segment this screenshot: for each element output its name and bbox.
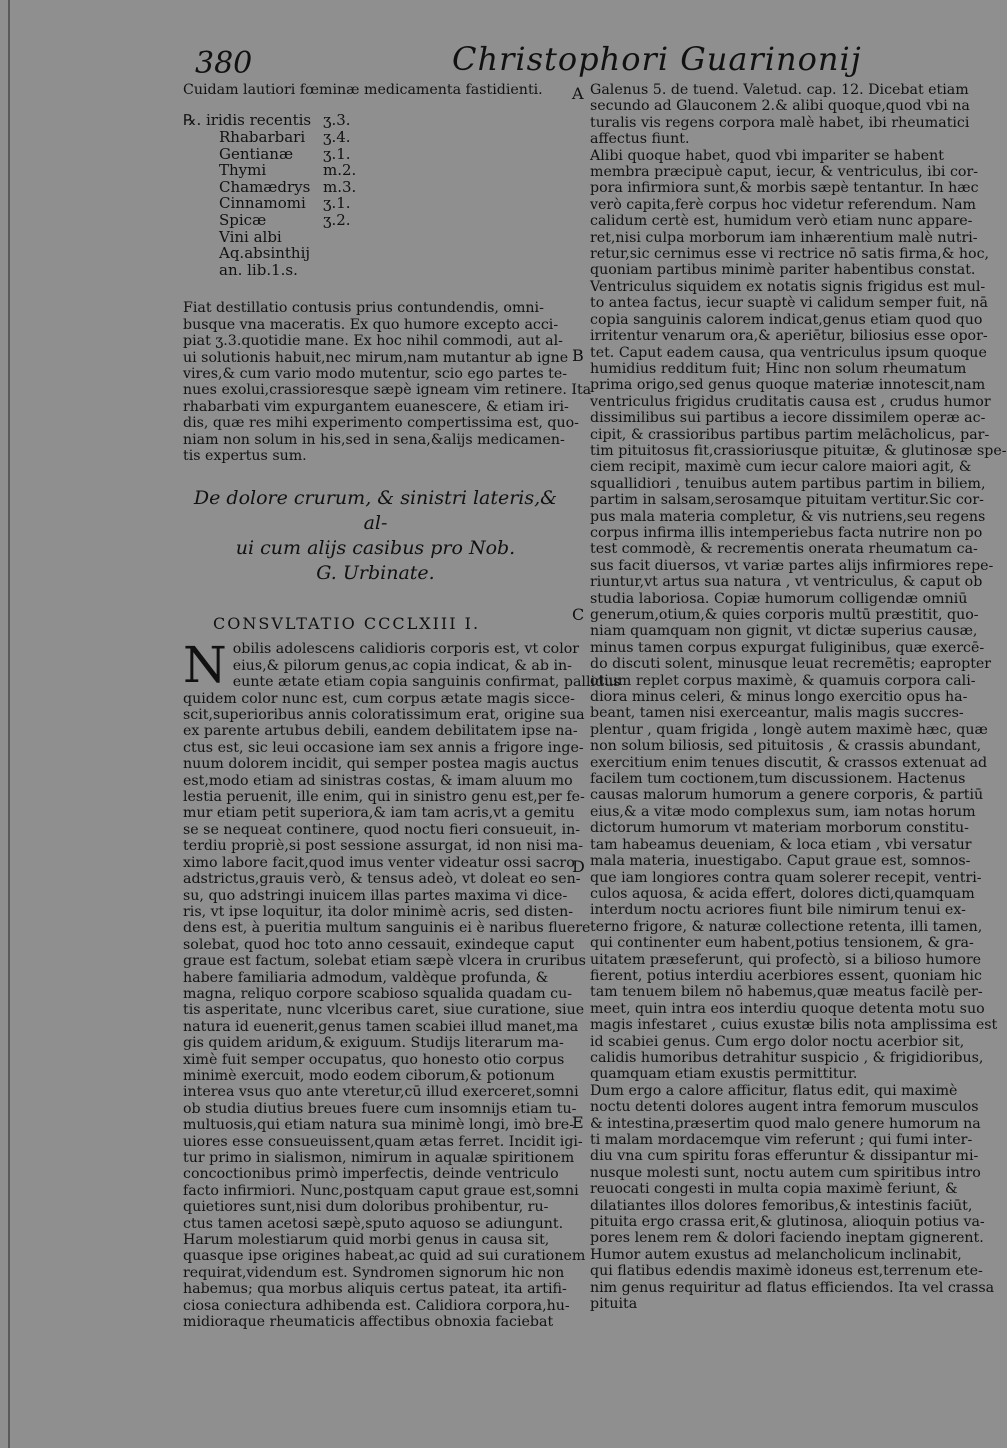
text-line: terdiu propriè,si post sessione assurgat, id non nisi ma- [183,838,584,855]
text-line: midioraque rheumaticis affectibus obnoxia faciebat [183,1314,554,1331]
text-line: nusque molesti sunt, noctu autem cum spiritibus intro [590,1164,981,1181]
text-line: causas malorum humorum a genere corporis, & partiū [590,787,984,804]
text-line: beant, tamen nisi exerceantur, malis magis succres- [590,705,964,722]
text-line: id scabiei genus. Cum ergo dolor noctu acerbior sit, [590,1033,965,1050]
drop-cap: N [183,636,227,695]
text-line: minus tamen corpus expurgat fuliginibus, quæ exercē- [590,639,985,656]
text-line: rhabarbati vim expurgantem euanescere, & etiam iri- [183,398,569,415]
text-line: eius,& a vitæ modo complexus sum, iam notas horum [590,803,976,820]
text-line: qui continenter eum habent,potius tensionem, & gra- [590,935,974,952]
text-line: prima origo,sed genus quoque materiæ innotescit,nam [590,377,986,394]
ingredient-quantity: m.2. [323,161,357,180]
recipe-paragraph [183,300,592,464]
text-line: tis expertus sum. [183,448,307,464]
ingredient-name: Gentianæ [219,144,294,163]
text-line: lestia peruenit, ille enim, qui in sinistro genu est,per fe- [183,789,585,806]
text-line: ximè fuit semper occupatus, quo honesto otio corpus [183,1051,565,1068]
text-line: copia sanguinis calorem indicat,genus etiam quod quo [590,311,983,328]
text-line: mala materia, inuestigabo. Caput graue est, somnos- [590,853,971,870]
text-line: ventriculus frigidus cruditatis causa est , crudus humor [590,393,991,410]
ingredient-name: Chamædrys [219,177,311,196]
text-line: otium replet corpus maximè, & quamuis corpora cali- [590,672,976,689]
text-line: retur,sic cernimus esse vi rectrice nō satis firma,& hoc, [590,246,990,263]
ingredient-name: Thymi [219,161,267,180]
heading-line: ui cum alijs casibus pro Nob. [235,537,516,560]
text-line: tam tenuem bilem nō habemus,quæ meatus facilè per- [590,984,983,1001]
text-line: dilatiantes illos dolores femoribus,& intestinis faciūt, [590,1197,973,1214]
text-line: corpus infirma illis intemperiebus facta nutrire non po [590,524,983,541]
recipe-intro: Cuidam lautiori fœminæ medicamenta fastidienti. [183,82,543,98]
text-line: sus facit diuersos, vt variæ partes alijs infirmiores repe- [590,557,994,574]
text-line: quidem color nunc est, cum corpus ætate magis sicce- [183,690,575,707]
text-line: meet, quin intra eos interdiu quoque detenta motu suo [590,1000,985,1017]
text-line: busque vna maceratis. Ex quo humore excepto acci- [183,316,559,333]
text-line: nues exolui,crassioresque sæpè igneam vim retinere. Ita [183,382,592,399]
text-line: eunte ætate etiam copia sanguinis confirmat, pallidus [232,674,621,691]
ingredient-quantity [323,245,443,278]
text-line: ciosa coniectura adhibenda est. Calidiora corpora,hu- [183,1297,570,1314]
margin-letter-d: D [572,857,585,876]
text-line: habere familiaria admodum, valdèque profunda, & [183,969,549,986]
text-line: studia laboriosa. Copiæ humorum colligendæ omniū [590,590,968,607]
text-line: quietiores sunt,nisi dum doloribus prohibentur, ru- [183,1199,549,1216]
text-line: se se nequeat continere, quod noctu fieri consueuit, in- [183,821,581,838]
text-line: habemus; qua morbus aliquis certus pateat, ita artifi- [183,1281,567,1298]
section-heading [183,486,568,586]
text-line: nim genus requiritur ad flatus efficiendos. Ita vel crassa [590,1279,995,1296]
recipe-item [183,146,568,163]
page-number: 380 [195,46,253,81]
text-line: dissimilibus sui partibus a iecore dissimilem operæ ac- [590,410,986,427]
text-line: Humor autem exustus ad melancholicum inclinabit, [590,1246,962,1263]
text-line: adstrictus,grauis verò, & tensus adeò, vt doleat eo sen- [183,871,581,888]
recipe-list [183,112,568,278]
text-line: diu vna cum spiritu foras efferuntur & dissipantur mi- [590,1148,979,1165]
text-line: squallidiori , tenuibus autem partibus partim in biliem, [590,475,986,492]
recipe-item [183,245,568,278]
text-line: Harum molestiarum quid morbi genus in causa sit, [183,1232,550,1249]
text-line: diora minus celeri, & minus longo exercitio opus ha- [590,689,968,706]
text-line: membra præcipuè caput, iecur, & ventriculus, ibi cor- [590,164,979,181]
margin-letter-e: E [572,1113,584,1132]
text-line: affectus fiunt. [590,131,690,148]
margin-letter-c: C [572,605,585,624]
text-line: quoniam partibus minimè pariter habentibus constat. [590,262,976,279]
text-line: interea vsus quo ante vteretur,cū illud exerceret,somni [183,1084,579,1101]
text-line: noctu detenti dolores augent intra femorum musculos [590,1099,979,1116]
text-line: Fiat destillatio contusis prius contundendis, omni- [183,300,544,317]
text-line: uiores esse consueuissent,quam ætas ferret. Incidit igi- [183,1133,583,1150]
text-line: exercitium enim tenues discutit, & crassos extenuat ad [590,754,988,771]
text-line: non solum biliosis, sed pituitosis , & crassis abundant, [590,738,982,755]
text-line: ti malam mordacemque vim referunt ; qui fumi inter- [590,1132,973,1148]
text-line: solebat, quod hoc toto anno cessauit, exindeque caput [183,936,575,953]
ingredient-quantity: m.3. [323,177,357,196]
text-line: test commodè, & recrementis onerata rheumatum ca- [590,541,978,558]
ingredient-name: Aq.absinthij an. lib.1.s. [219,244,311,279]
text-line: su, quo adstringi inuicem illas partes maxima vi dice- [183,887,568,904]
right-column [590,82,1007,1313]
text-line: dis, quæ res mihi experimento compertissima est, quo- [183,415,579,432]
ingredient-quantity: ʒ.2. [323,210,351,229]
text-line: turalis vis regens corpora malè habet, ibi rheumatici [590,114,970,131]
text-line: terno frigore, & naturæ collectione retenta, illi tamen, [590,918,983,935]
text-line: niam non solum in his,sed in sena,&alijs medicamen- [183,431,565,448]
text-line: vires,& cum vario modo mutentur, scio ego partes te- [183,365,568,382]
heading-line: De dolore crurum, & sinistri lateris,& al- [193,487,558,535]
text-line: fierent, potius interdiu acerbiores essent, quoniam hic [590,967,982,984]
heading-line: G. Urbinate. [316,562,435,585]
text-line: minimè exercuit, modo eodem ciborum,& potionum [183,1067,555,1084]
recipe-item [183,212,568,229]
text-line: do discuti solent, minusque leuat recremētis; eapropter [590,656,992,673]
text-line: pora infirmiora sunt,& morbis sæpè tentantur. In hæc [590,180,979,197]
text-line: est,modo etiam ad sinistras costas, & imam aluum mo [183,772,573,789]
text-line: concoctionibus primò imperfectis, deinde ventriculo [183,1166,559,1183]
text-line: ui solutionis habuit,nec mirum,nam mutantur ab igne [183,349,569,366]
text-line: pores lenem rem & dolori faciendo ineptam gignerent. [590,1230,984,1247]
text-line: graue est factum, solebat etiam sæpè vlcera in cruribus [183,953,586,970]
text-line: pus mala materia completur, & vis nutriens,seu regens [590,508,986,525]
text-line: calidum certè est, humidum verò etiam nunc appare- [590,213,973,230]
text-line: to antea factus, iecur suaptè vi calidum semper fuit, nā [590,295,988,312]
text-line: multuosis,qui etiam natura sua minimè longi, imò bre- [183,1117,574,1134]
text-line: dens est, à pueritia multum sanguinis ei è naribus fluere [183,920,591,937]
text-line: riuntur,vt artus sua natura , vt ventriculus, & caput ob [590,574,983,591]
text-line: scit,superioribus annis coloratissimum erat, origine sua [183,707,585,724]
ingredient-quantity: ʒ.4. [323,128,351,146]
text-line: calidis humoribus detrahitur suspicio , & frigidioribus, [590,1049,984,1066]
ingredient-name: Vini albi [219,227,282,246]
text-line: culos aquosa, & acida effert, dolores dicti,quamquam [590,885,975,902]
text-line: secundo ad Glauconem 2.& alibi quoque,quod vbi na [590,98,970,115]
text-line: Dum ergo a calore afficitur, flatus edit, qui maximè [590,1082,958,1099]
text-line: partim in salsam,serosamque pituitam vertitur.Sic cor- [590,492,984,509]
text-line: magna, reliquo corpore scabioso squalida quadam cu- [183,985,573,1002]
ingredient-name: Spicæ [219,210,267,229]
running-head: Christophori Guarinonij [452,40,862,78]
text-line: tam habeamus deueniam, & loca etiam , vbi versatur [590,836,972,853]
recipe-item [183,195,568,212]
ingredient-quantity [323,229,443,246]
text-line: verò capita,ferè corpus hoc videtur referendum. Nam [590,196,977,213]
ingredient-quantity: ʒ.1. [323,144,351,163]
recipe-item [183,162,568,179]
ingredient-name: Cinnamomi [219,194,306,213]
text-line: niam quamquam non gignit, vt dictæ superius causæ, [590,623,978,640]
text-line: mur etiam petit superiora,& iam tam acris,vt a gemitu [183,805,575,822]
text-line: pituita ergo crassa erit,& glutinosa, alioquin potius va- [590,1214,985,1231]
text-line: eius,& pilorum genus,ac copia indicat, & ab in- [232,657,572,674]
text-line: nuum dolorem incidit, qui semper postea magis auctus [183,756,579,773]
text-line: magis infestaret , cuius exustæ bilis nota amplissima est [590,1017,998,1034]
text-line: cipit, & crassioribus partibus partim melācholicus, par- [590,426,990,443]
text-line: Ventriculus siquidem ex notatis signis frigidus est mul- [590,278,986,295]
text-line: generum,otium,& quies corporis multū præstitit, quo- [590,607,979,623]
text-line: facto infirmiori. Nunc,postquam caput graue est,somni [183,1182,579,1199]
ingredient-quantity: ʒ.3. [323,111,351,130]
text-line: quamquam etiam exustis permittitur. [590,1066,858,1083]
text-line: Galenus 5. de tuend. Valetud. cap. 12. Dicebat etiam [590,82,969,98]
text-line: ris, vt ipse loquitur, ita dolor minimè acris, sed disten- [183,903,574,920]
ingredient-name: Rhabarbari [219,128,306,146]
text-line: ret,nisi culpa morborum iam inhærentium malè nutri- [590,229,978,246]
text-line: ximo labore facit,quod imus venter videatur ossi sacro [183,854,575,871]
text-line: pituita [590,1296,638,1313]
text-line: interdum noctu acriores fiunt bile nimirum tenui ex- [590,902,966,919]
text-line: obilis adolescens calidioris corporis est, vt color [232,641,580,658]
text-line: irritentur venarum ora,& aperiētur, biliosius esse opor- [590,328,988,345]
text-line: quasque ipse origines habeat,ac quid ad sui curationem [183,1248,586,1265]
text-line: facilem tum coctionem,tum discussionem. Hactenus [590,771,966,788]
text-line: tim pituitosus fit,crassioriusque pituitæ, & glutinosæ spe- [590,442,1007,459]
text-line: natura id euenerit,genus tamen scabiei illud manet,ma [183,1018,579,1035]
recipe-item [183,112,568,129]
text-line: tis asperitate, nunc vlceribus caret, siue curatione, siue [183,1002,585,1019]
text-line: tur primo in sialismon, nimirum in aqualæ spiritionem [183,1150,575,1166]
consultation-title: CONSVLTATIO CCCLXIII I. [213,614,481,634]
margin-letter-b: B [572,346,584,365]
text-line: reuocati congesti in multa copia maximè feriunt, & [590,1181,958,1198]
text-line: ex parente artubus debili, eandem debilitatem ipse na- [183,723,578,740]
text-line: ctus tamen acetosi sæpè,sputo aquoso se adiungunt. [183,1215,564,1232]
text-line: qui flatibus edendis maximè idoneus est,terrenum ete- [590,1263,983,1280]
text-line: tet. Caput eadem causa, qua ventriculus ipsum quoque [590,344,987,361]
margin-letter-a: A [572,84,584,103]
text-line: ctus est, sic leui occasione iam sex annis a frigore inge- [183,739,584,756]
text-line: uitatem præseferunt, qui profectò, si a bilioso humore [590,951,982,968]
recipe-item [183,179,568,196]
text-line: gis quidem aridum,& exiguum. Studijs literarum ma- [183,1035,564,1052]
text-line: que iam longiores contra quam solerer recepit, ventri- [590,869,982,886]
text-line: dictorum humorum vt materiam morborum constitu- [590,820,969,837]
text-line: Alibi quoque habet, quod vbi impariter se habent [590,147,944,164]
ingredient-name: ℞. iridis recentis [183,111,312,130]
text-line: humidius redditum fuit; Hinc non solum rheumatum [590,360,967,377]
text-line: & intestina,præsertim quod malo genere humorum na [590,1115,981,1132]
text-line: ciem recipit, maximè cum iecur calore maiori agit, & [590,459,972,476]
text-line: plentur , quam frigida , longè autem maximè hæc, quæ [590,721,988,738]
recipe-item [183,129,568,146]
recipe-item [183,229,568,246]
text-line: ob studia diutius breues fuere cum insomnijs etiam tu- [183,1100,577,1117]
text-line: piat ʒ.3.quotidie mane. Ex hoc nihil commodi, aut al- [183,333,563,350]
page-gutter-edge [8,0,10,1448]
text-line: requirat,videndum est. Syndromen signorum hic non [183,1264,565,1281]
ingredient-quantity: ʒ.1. [323,194,351,213]
